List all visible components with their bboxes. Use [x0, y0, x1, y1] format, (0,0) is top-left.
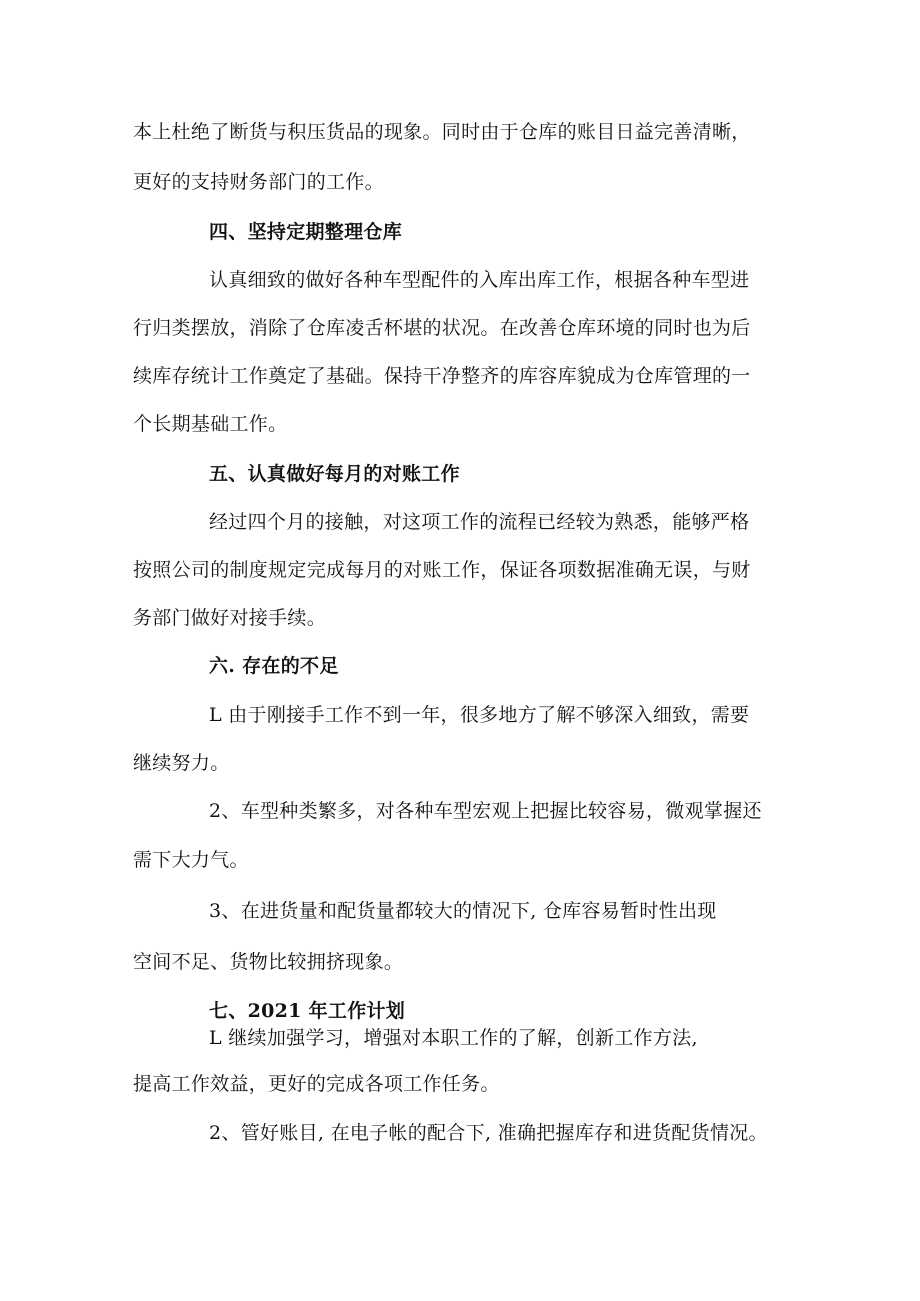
paragraph-line: 提高工作效益，更好的完成各项工作任务。: [133, 1073, 500, 1095]
section-heading: 四、坚持定期整理仓库: [209, 221, 403, 243]
paragraph-line: L 继续加强学习，增强对本职工作的了解，创新工作方法,: [209, 1027, 698, 1049]
section-heading: 六. 存在的不足: [209, 655, 339, 677]
paragraph-line: 2、管好账目, 在电子帐的配合下, 准确把握库存和进货配货情况。: [209, 1122, 768, 1144]
paragraph-line: 更好的支持财务部门的工作。: [133, 171, 384, 193]
section-heading: 七、2021 年工作计划: [209, 1000, 406, 1022]
paragraph-line: 按照公司的制度规定完成每月的对账工作，保证各项数据准确无误，与财: [133, 559, 751, 581]
paragraph-line: 个长期基础工作。: [133, 413, 288, 435]
paragraph-line: 本上杜绝了断货与积压货品的现象。同时由于仓库的账目日益完善清晰，: [133, 121, 751, 143]
paragraph-line: 2、车型种类繁多，对各种车型宏观上把握比较容易，微观掌握还: [209, 800, 762, 822]
paragraph-line: 经过四个月的接触，对这项工作的流程已经较为熟悉，能够严格: [209, 511, 750, 533]
section-heading: 五、认真做好每月的对账工作: [209, 463, 460, 485]
paragraph-line: 认真细致的做好各种车型配件的入库出库工作，根据各种车型进: [209, 269, 750, 291]
paragraph-line: 务部门做好对接手续。: [133, 607, 327, 629]
paragraph-line: 续库存统计工作奠定了基础。保持干净整齐的库容库貌成为仓库管理的一: [133, 365, 751, 387]
paragraph-line: 3、在进货量和配货量都较大的情况下, 仓库容易暂时性出现: [209, 900, 717, 922]
paragraph-line: L 由于刚接手工作不到一年，很多地方了解不够深入细致，需要: [209, 704, 750, 726]
paragraph-line: 需下大力气。: [133, 849, 249, 871]
paragraph-line: 空间不足、货物比较拥挤现象。: [133, 951, 404, 973]
paragraph-line: 继续努力。: [133, 752, 230, 774]
paragraph-line: 行归类摆放，消除了仓库凌舌杯堪的状况。在改善仓库环境的同时也为后: [133, 317, 751, 339]
